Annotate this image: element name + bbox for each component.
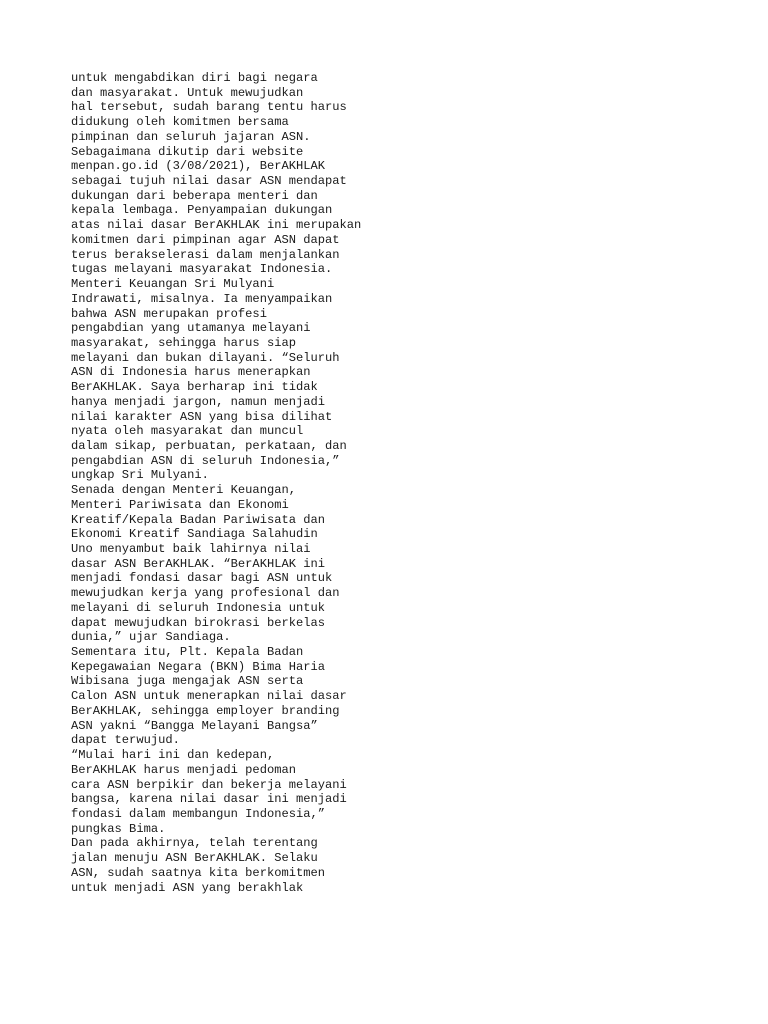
text-line: untuk mengabdikan diri bagi negara bbox=[71, 71, 318, 85]
text-line: cara ASN berpikir dan bekerja melayani bbox=[71, 777, 347, 792]
text-line: dasar ASN BerAKHLAK. “BerAKHLAK ini bbox=[71, 556, 326, 571]
text-line: Sementara itu, Plt. Kepala Badan bbox=[71, 645, 304, 660]
text-line: dukungan dari beberapa menteri dan bbox=[71, 188, 318, 203]
text-line: Ekonomi Kreatif Sandiaga Salahudin bbox=[71, 527, 318, 542]
text-line: masyarakat, sehingga harus siap bbox=[71, 335, 296, 350]
text-line: Calon ASN untuk menerapkan nilai dasar bbox=[71, 689, 347, 704]
text-line: sebagai tujuh nilai dasar ASN mendapat bbox=[71, 174, 347, 189]
text-line: bangsa, karena nilai dasar ini menjadi bbox=[71, 792, 347, 807]
text-line: dapat terwujud. bbox=[71, 733, 180, 748]
text-line: jalan menuju ASN BerAKHLAK. Selaku bbox=[71, 851, 318, 866]
text-line: dan masyarakat. Untuk mewujudkan bbox=[71, 85, 304, 100]
text-line: pengabdian ASN di seluruh Indonesia,” bbox=[71, 453, 340, 468]
text-line: Dan pada akhirnya, telah terentang bbox=[71, 836, 318, 851]
text-line: ungkap Sri Mulyani. bbox=[71, 468, 209, 483]
text-line: ASN, sudah saatnya kita berkomitmen bbox=[71, 865, 326, 880]
text-line: dunia,” ujar Sandiaga. bbox=[71, 630, 231, 645]
text-line: hal tersebut, sudah barang tentu harus bbox=[71, 100, 347, 115]
text-line: komitmen dari pimpinan agar ASN dapat bbox=[71, 232, 340, 247]
text-line: Sebagaimana dikutip dari website bbox=[71, 144, 304, 159]
text-line: Menteri Keuangan Sri Mulyani bbox=[71, 277, 275, 292]
text-line: Kepegawaian Negara (BKN) Bima Haria bbox=[71, 659, 326, 674]
text-line: kepala lembaga. Penyampaian dukungan bbox=[71, 203, 333, 218]
text-line: menjadi fondasi dasar bagi ASN untuk bbox=[71, 571, 333, 586]
text-line: atas nilai dasar BerAKHLAK ini merupakan bbox=[71, 218, 362, 233]
text-line: nyata oleh masyarakat dan muncul bbox=[71, 424, 304, 439]
text-line: BerAKHLAK. Saya berharap ini tidak bbox=[71, 380, 318, 395]
text-line: pengabdian yang utamanya melayani bbox=[71, 321, 311, 336]
text-line: mewujudkan kerja yang profesional dan bbox=[71, 586, 340, 601]
text-line: menpan.go.id (3/08/2021), BerAKHLAK bbox=[71, 159, 326, 174]
text-line: Uno menyambut baik lahirnya nilai bbox=[71, 542, 311, 556]
text-line: melayani di seluruh Indonesia untuk bbox=[71, 600, 326, 615]
text-line: Menteri Pariwisata dan Ekonomi bbox=[71, 497, 289, 512]
text-line: didukung oleh komitmen bersama bbox=[71, 115, 289, 130]
text-line: fondasi dalam membangun Indonesia,” bbox=[71, 806, 326, 821]
text-line: Indrawati, misalnya. Ia menyampaikan bbox=[71, 291, 333, 306]
text-line: pungkas Bima. bbox=[71, 821, 166, 836]
text-line: dapat mewujudkan birokrasi berkelas bbox=[71, 615, 326, 630]
text-line: Wibisana juga mengajak ASN serta bbox=[71, 674, 304, 689]
text-line: untuk menjadi ASN yang berakhlak bbox=[71, 880, 304, 895]
text-line: terus berakselerasi dalam menjalankan bbox=[71, 247, 340, 262]
text-line: ASN di Indonesia harus menerapkan bbox=[71, 365, 311, 380]
text-line: hanya menjadi jargon, namun menjadi bbox=[71, 394, 326, 409]
text-line: nilai karakter ASN yang bisa dilihat bbox=[71, 409, 333, 424]
text-line: BerAKHLAK harus menjadi pedoman bbox=[71, 762, 296, 777]
text-line: pimpinan dan seluruh jajaran ASN. bbox=[71, 129, 311, 144]
body-text bbox=[71, 71, 731, 895]
text-line: bahwa ASN merupakan profesi bbox=[71, 306, 267, 321]
text-line: Senada dengan Menteri Keuangan, bbox=[71, 483, 296, 498]
text-line: tugas melayani masyarakat Indonesia. bbox=[71, 262, 333, 277]
text-line: BerAKHLAK, sehingga employer branding bbox=[71, 703, 340, 718]
text-line: ASN yakni “Bangga Melayani Bangsa” bbox=[71, 718, 318, 733]
text-line: melayani dan bukan dilayani. “Seluruh bbox=[71, 350, 340, 365]
text-line: dalam sikap, perbuatan, perkataan, dan bbox=[71, 438, 347, 453]
text-line: Kreatif/Kepala Badan Pariwisata dan bbox=[71, 512, 326, 527]
text-line: “Mulai hari ini dan kedepan, bbox=[71, 748, 275, 763]
